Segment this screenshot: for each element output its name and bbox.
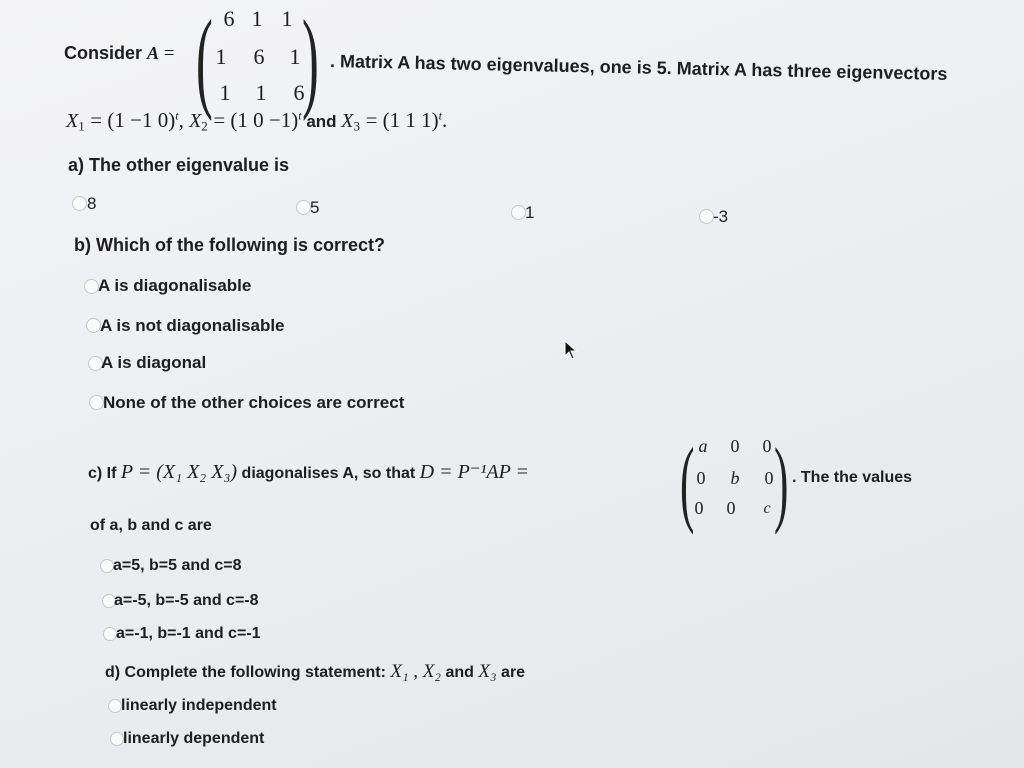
left-paren: ( — [680, 428, 695, 535]
matrix-a-cell: 1 — [281, 6, 293, 31]
separator: , — [178, 108, 190, 132]
question-d-suffix: are — [496, 664, 526, 681]
x1-transpose: t — [175, 108, 179, 123]
option-c-2-label[interactable]: a=-5, b=-5 and c=-8 — [114, 592, 259, 609]
radio-a-option-3[interactable] — [511, 205, 526, 220]
right-paren: ) — [774, 428, 789, 535]
x1-value: = (1 −1 0) — [90, 108, 176, 132]
matrix-d-cell: c — [763, 500, 771, 517]
x2-subscript: 2 — [201, 118, 208, 134]
option-a-2-label[interactable]: 5 — [310, 198, 320, 217]
radio-c-option-3[interactable] — [103, 627, 117, 641]
x3-value: = (1 1 1) — [365, 108, 439, 132]
option-a-1-label[interactable]: 8 — [87, 194, 97, 213]
right-paren: ) — [302, 0, 319, 122]
option-a-4-label[interactable]: -3 — [713, 207, 729, 226]
radio-c-option-1[interactable] — [100, 559, 114, 573]
matrix-a-name: A — [147, 43, 160, 63]
x1-label: X — [66, 110, 79, 132]
radio-d-option-2[interactable] — [110, 732, 124, 746]
radio-a-option-1[interactable] — [72, 196, 87, 211]
consider-label — [64, 43, 175, 65]
p-label: P = — [120, 461, 157, 483]
matrix-a-cell: 1 — [251, 6, 263, 31]
x1-subscript: 1 — [78, 118, 85, 134]
x2-value: = (1 0 −1) — [213, 108, 299, 132]
matrix-d-cell: 0 — [694, 498, 704, 518]
option-b-1-label[interactable]: A is diagonalisable — [98, 276, 252, 295]
and-text: and — [301, 112, 342, 131]
question-d-x3: X₃ — [478, 661, 497, 682]
matrix-d-cell: b — [730, 468, 740, 488]
x2-transpose: t — [298, 108, 302, 123]
eigenvectors-line — [66, 108, 447, 134]
x3-transpose: t — [438, 108, 443, 123]
question-b: b) Which of the following is correct? — [74, 235, 385, 255]
matrix-d-cell: 0 — [762, 436, 772, 456]
matrix-d-cell: 0 — [696, 468, 706, 488]
mouse-cursor-icon — [564, 340, 578, 360]
radio-a-option-4[interactable] — [699, 209, 714, 224]
x3-label: X — [341, 110, 354, 132]
equals-sign: = — [159, 43, 175, 64]
question-c-prefix: c) If — [88, 465, 121, 482]
matrix-d-cell: 0 — [730, 436, 740, 456]
left-paren: ( — [196, 0, 213, 122]
matrix-a-cell: 1 — [215, 44, 227, 69]
question-d-prefix: d) Complete the following statement: — [105, 664, 391, 681]
radio-a-option-2[interactable] — [296, 200, 311, 215]
x3-subscript: 3 — [353, 118, 361, 134]
question-c-line-1 — [88, 459, 529, 484]
radio-b-option-2[interactable] — [86, 318, 101, 333]
option-b-3-label[interactable]: A is diagonal — [101, 353, 207, 372]
x2-label: X — [189, 110, 202, 132]
question-a: a) The other eigenvalue is — [68, 155, 290, 175]
matrix-a-cell: 1 — [219, 80, 231, 105]
matrix-a-cell: 6 — [223, 6, 235, 31]
matrix-a-cell: 1 — [289, 44, 301, 69]
option-b-2-label[interactable]: A is not diagonalisable — [100, 316, 285, 335]
matrix-d-cell: 0 — [764, 468, 774, 488]
option-d-1-label[interactable]: linearly independent — [121, 697, 277, 714]
consider-text: Consider — [64, 43, 148, 63]
question-d — [105, 661, 525, 683]
d-formula: D = P⁻¹AP = — [419, 461, 529, 483]
option-a-3-label[interactable]: 1 — [525, 203, 535, 222]
option-c-3-label[interactable]: a=-1, b=-1 and c=-1 — [116, 625, 261, 642]
matrix-d — [680, 428, 792, 535]
radio-d-option-1[interactable] — [108, 699, 122, 713]
question-c-middle: diagonalises A, so that — [237, 465, 420, 482]
matrix-a-cell: 1 — [255, 80, 267, 105]
question-c-line-2: of a, b and c are — [90, 517, 212, 534]
radio-b-option-4[interactable] — [89, 395, 104, 410]
option-d-2-label[interactable]: linearly dependent — [123, 730, 265, 747]
and-text: and — [441, 664, 479, 681]
question-d-vectors: X₁ , X₂ — [390, 661, 442, 682]
matrix-d-cell: 0 — [726, 498, 736, 518]
matrix-a-cell: 6 — [253, 44, 265, 69]
p-vectors: (X₁ X₂ X₃) — [156, 461, 238, 483]
option-b-4-label[interactable]: None of the other choices are correct — [103, 393, 405, 412]
period: . — [442, 108, 448, 132]
option-c-1-label[interactable]: a=5, b=5 and c=8 — [113, 557, 242, 574]
question-c-suffix: . The the values — [792, 469, 913, 486]
radio-b-option-1[interactable] — [84, 279, 99, 294]
matrix-d-cell: a — [698, 436, 708, 456]
matrix-a-cell: 6 — [293, 80, 305, 105]
intro-statement: . Matrix A has two eigenvalues, one is 5. Matrix A has three eigenvectors — [329, 51, 948, 84]
